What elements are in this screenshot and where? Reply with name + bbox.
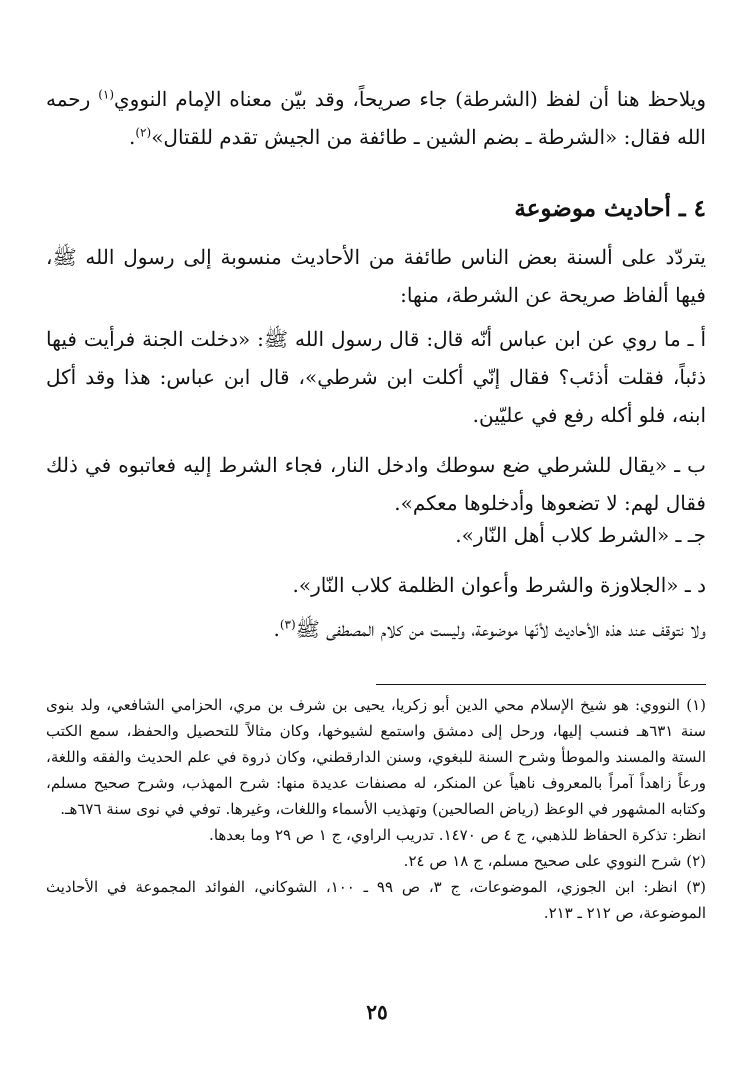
- footnote-ref-3[interactable]: (٣): [279, 617, 296, 632]
- footnote-ref-2[interactable]: (٢): [135, 125, 152, 140]
- section-heading: ٤ ـ أحاديث موضوعة: [514, 195, 706, 222]
- footnote-ref-1[interactable]: (١): [98, 87, 115, 102]
- intro-text: [46, 80, 706, 156]
- hadith-item-a-text: أ ـ ما روي عن ابن عباس أنّه قال: قال رسول الله ﷺ: «دخلت الجنة فرأيت فيها ذئباً، فقلت أذئب؟ فقال إنّي أكلت ابن شرطي»، قال ابن عباس: هذا وقد أكل ابنه، فلو أكله رفع في عليّين.: [46, 327, 706, 427]
- intro-text-part-1: ويلاحظ هنا أن لفظ (الشرطة) جاء صريحاً، وقد بيّن معناه الإمام النووي: [114, 87, 706, 111]
- footnote-separator: [376, 684, 706, 685]
- hadith-item-d-text: د ـ «الجلاوزة والشرط وأعوان الظلمة كلاب النّار».: [292, 573, 706, 597]
- section-intro-text: يتردّد على ألسنة بعض الناس طائفة من الأحاديث منسوبة إلى رسول الله ﷺ، فيها ألفاظ صريحة عن الشرطة، منها:: [46, 245, 706, 307]
- footnote-3: (٣) انظر: ابن الجوزي، الموضوعات، ج ٣، ص ٩٩ ـ ١٠٠، الشوكاني، الفوائد المجموعة في الأحاديث الموضوعة، ص ٢١٢ ـ ٢١٣.: [46, 878, 706, 922]
- hadith-item-d: [46, 566, 706, 604]
- footnote-1: (١) النووي: هو شيخ الإسلام محي الدين أبو زكريا، يحيى بن شرف بن مري، الحزامي الشافعي، ولد بنوى سنة ٦٣١هـ فنسب إليها، ورحل إلى دمشق واستمع لشيوخها، وكان مثالاً للتحصيل والحفظ، سمع الكتب الستة والمسند والموطأ وشرح السنة للبغوي، وسنن الدارقطني، وكان ذروة في علم الحديث والفقه واللغة، ورعاً زاهداً آمراً بالمعروف ناهياً عن المنكر، له مصنفات عديدة منها: شرح المهذب، وشرح صحيح مسلم، وكتابه المشهور في الوعظ (رياض الصالحين) وتهذيب الأسماء واللغات، وغيرها. توفي في نوى سنة ٦٧٦هـ.: [46, 696, 706, 818]
- conclusion-paragraph: [46, 610, 706, 648]
- conclusion-text-end: .: [273, 617, 280, 641]
- page-number: ٢٥: [366, 1000, 388, 1024]
- footnotes-section: [46, 692, 706, 926]
- hadith-item-c: [46, 516, 706, 554]
- intro-paragraph: [46, 80, 706, 156]
- hadith-item-c-text: جـ ـ «الشرط كلاب أهل النّار».: [455, 523, 706, 547]
- conclusion-text-main: ولا نتوقف عند هذه الأحاديث لأنّها موضوعة، وليست من كلام المصطفى ﷺ: [295, 617, 706, 641]
- footnote-1-sources: انظر: تذكرة الحفاظ للذهبي، ج ٤ ص ١٤٧٠. تدريب الراوي، ج ١ ص ٢٩ وما بعدها.: [209, 826, 706, 844]
- hadith-item-b-text: ب ـ «يقال للشرطي ضع سوطك وادخل النار، فجاء الشرط إليه فعاتبوه في ذلك فقال لهم: لا تضعوها وأدخلوها معكم».: [46, 453, 706, 515]
- intro-text-end: .: [129, 125, 136, 149]
- hadith-item-a: [46, 320, 706, 434]
- conclusion-text: [46, 610, 706, 648]
- footnote-2: (٢) شرح النووي على صحيح مسلم، ج ١٨ ص ٢٤.: [403, 852, 706, 870]
- intro-text-part-2: رحمه الله فقال: «الشرطة ـ بضم الشين ـ طائفة من الجيش تقدم للقتال»: [46, 87, 706, 149]
- hadith-item-b: [46, 446, 706, 522]
- section-intro-paragraph: [46, 238, 706, 314]
